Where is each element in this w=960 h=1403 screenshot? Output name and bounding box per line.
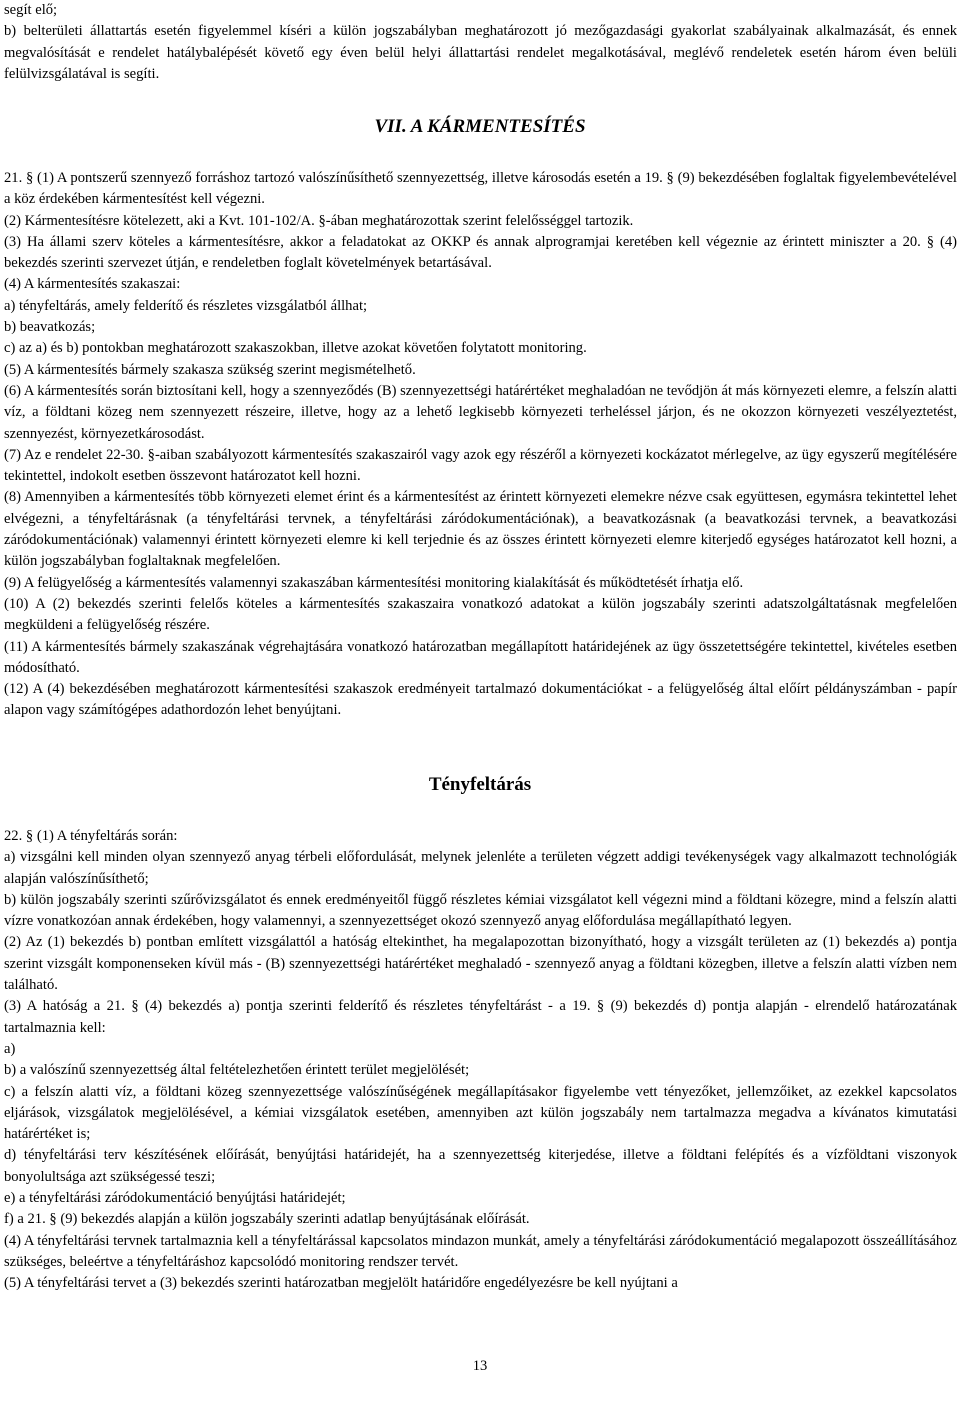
paragraph: (5) A tényfeltárási tervet a (3) bekezdés szerinti határozatban megjelölt határidőre engedélyezésre be kell nyújtani a [4, 1275, 678, 1292]
paragraph: d) tényfeltárási terv készítésének előírását, benyújtási határidejét, ha a szennyezettség kiterjedése, illetve a földtani felépítés és a vízföldtani viszonyok bonyolultsága azt szükségessé teszi; [4, 1147, 957, 1185]
page-number: 13 [472, 1358, 488, 1374]
section-22-text [4, 826, 957, 1295]
paragraph: b) külön jogszabály szerinti szűrővizsgálatot és ennek eredményeitől függő részletes kémiai vizsgálatot kell végezni mind a földtani közegre, mind a felszín alatti vízre vonatkozóan annak érdekében, hogy valamennyi, a szennyezettséget okozó szennyező anyag előfordulása megállapítható legyen. [4, 891, 957, 930]
paragraph: c) az a) és b) pontokban meghatározott szakaszokban, illetve azokat követően folytatott monitoring. [4, 340, 587, 357]
paragraph: (3) A hatóság a 21. § (4) bekezdés a) pontja szerinti felderítő és részletes tényfeltárást - a 19. § (9) bekezdés d) pontja alapján - elrendelő határozatának tartalmaznia kell: [4, 998, 957, 1036]
paragraph: (9) A felügyelőség a kármentesítés valamennyi szakaszában kármentesítési monitoring kialakítását és működtetését írhatja elő. [4, 574, 744, 591]
paragraph: (4) A kármentesítés szakaszai: [4, 276, 181, 293]
top-text-block [4, 0, 957, 85]
paragraph: segít elő; [4, 2, 58, 18]
paragraph: (5) A kármentesítés bármely szakasza szükség szerint megismételhető. [4, 361, 416, 378]
paragraph: (8) Amennyiben a kármentesítés több környezeti elemet érint és a kármentesítést az érintett környezeti elemekre nézve csak együttesen, egymásra tekintettel lehet elvégezni, a tényfeltárásnak (a tényfeltárási tervnek, a tényfeltárási záródokumentációnak), a beavatkozásnak (a beavatkozási tervnek, a beavatkozási záródokumentációnak) valamennyi érintett környezeti elemre ki kell terjednie és az összes érintett környezeti elemre kiterjedő egységes határozatot kell hozni, a külön jogszabályban foglaltaknak megfelelően. [4, 489, 957, 570]
paragraph: (4) A tényfeltárási tervnek tartalmaznia kell a tényfeltárással kapcsolatos mindazon munkát, amely a tényfeltárási záródokumentáció megalapozott összeállításához szükséges, beleértve a tényfeltáráshoz kapcsolódó monitoring rendszer tervét. [4, 1232, 957, 1270]
paragraph: a) vizsgálni kell minden olyan szennyező anyag térbeli előfordulását, melynek jelenléte a területen végzett addigi tevékenységek vagy alkalmazott technológiák alapján valószínűsíthető; [4, 849, 957, 887]
paragraph: (3) Ha állami szerv köteles a kármentesítésre, akkor a feladatokat az OKKP és annak alprogramjai keretében kell végeznie az érintett miniszter a 20. § (4) bekezdés szerinti szervezet útján, e rendeletben foglalt követelmények betartásával. [4, 233, 957, 272]
paragraph: (11) A kármentesítés bármely szakaszának végrehajtására vonatkozó határozatban megállapított határidejének az ügy összetettségére tekintettel, kivételes esetben módosítható. [4, 638, 957, 676]
paragraph: (2) Kármentesítésre kötelezett, aki a Kvt. 101-102/A. §-ában meghatározottak szerint felelősséggel tartozik. [4, 212, 634, 229]
paragraph: b) belterületi állattartás esetén figyelemmel kíséri a külön jogszabályban meghatározott jó mezőgazdasági gyakorlat szabályainak alkalmazását, és ennek megvalósítását e rendelet hatálybalépését követő egy éven belül helyi állattartási rendelet megalkotásával, meglévő rendeletek esetén három éven belüli felülvizsgálatával is segíti. [4, 23, 957, 82]
paragraph: 21. § (1) A pontszerű szennyező forráshoz tartozó valószínűsíthető szennyezettség, illetve károsodás esetén a 19. § (9) bekezdésében foglaltak figyelembevételével a köz érdekében kármentesítést kell végezni. [4, 170, 957, 208]
paragraph: b) a valószínű szennyezettség által feltételezhetően érintett terület megjelölését; [4, 1062, 470, 1079]
paragraph: f) a 21. § (9) bekezdés alapján a külön jogszabály szerinti adatlap benyújtásának előírását. [4, 1211, 530, 1228]
paragraph: c) a felszín alatti víz, a földtani közeg szennyezettsége valószínűségének megállapításakor figyelembe vett tényezőket, jellemzőiket, az ezekkel kapcsolatos eljárások, vizsgálatok megjelölésével, a kémiai vizsgálatok esetében, amennyiben azt külön jogszabály nem tartalmazza megadva a kívánatos kimutatási határértéket is; [4, 1083, 957, 1143]
paragraph: 22. § (1) A tényfeltárás során: [4, 828, 178, 844]
section-title: Tényfeltárás [428, 774, 532, 795]
chapter-title: VII. A KÁRMENTESÍTÉS [374, 116, 586, 137]
paragraph: a) tényfeltárás, amely felderítő és részletes vizsgálatból állhat; [4, 297, 368, 314]
paragraph: (6) A kármentesítés során biztosítani kell, hogy a szennyeződés (B) szennyezettségi határértéket meghaladóan ne tevődjön át más környezeti elemre, a felszín alatti víz, a földtani közeg nem szennyezett részeire, illetve, hogy az a lehető legkisebb környezeti terheléssel járjon, és ne okozzon környezeti veszélyeztetést, szennyezést, környezetkárosodást. [4, 382, 957, 442]
paragraph: b) beavatkozás; [4, 319, 96, 336]
section-21-text [4, 168, 957, 722]
paragraph: (7) Az e rendelet 22-30. §-aiban szabályozott kármentesítés szakaszairól vagy azok egy részéről a környezeti kockázatot mérlegelve, az ügy egyszerű megítélésére tekintettel, indokolt esetben összevont határozatot kell hozni. [4, 446, 957, 485]
paragraph: e) a tényfeltárási záródokumentáció benyújtási határidejét; [4, 1190, 346, 1207]
paragraph: a) [4, 1040, 16, 1057]
paragraph: (12) A (4) bekezdésében meghatározott kármentesítési szakaszok eredményeit tartalmazó dokumentációkat - a felügyelőség által előírt példányszámban - papír alapon vagy számítógépes adathordozón lehet benyújtani. [4, 681, 957, 719]
paragraph: (10) A (2) bekezdés szerinti felelős köteles a kármentesítés szakaszaira vonatkozó adatokat a külön jogszabály szerinti adatszolgáltatásnak megfelelően megküldeni a felügyelőség részére. [4, 595, 957, 634]
paragraph: (2) Az (1) bekezdés b) pontban említett vizsgálattól a hatóság eltekinthet, ha megalapozottan bizonyítható, hogy a vizsgált területen az (1) bekezdés a) pontja szerint vizsgált komponenseken kívül más - (B) szennyezettségi határértéket meghaladó - szennyező anyag a földtani közegben, illetve a felszín alatti vízben nem található. [4, 934, 957, 994]
